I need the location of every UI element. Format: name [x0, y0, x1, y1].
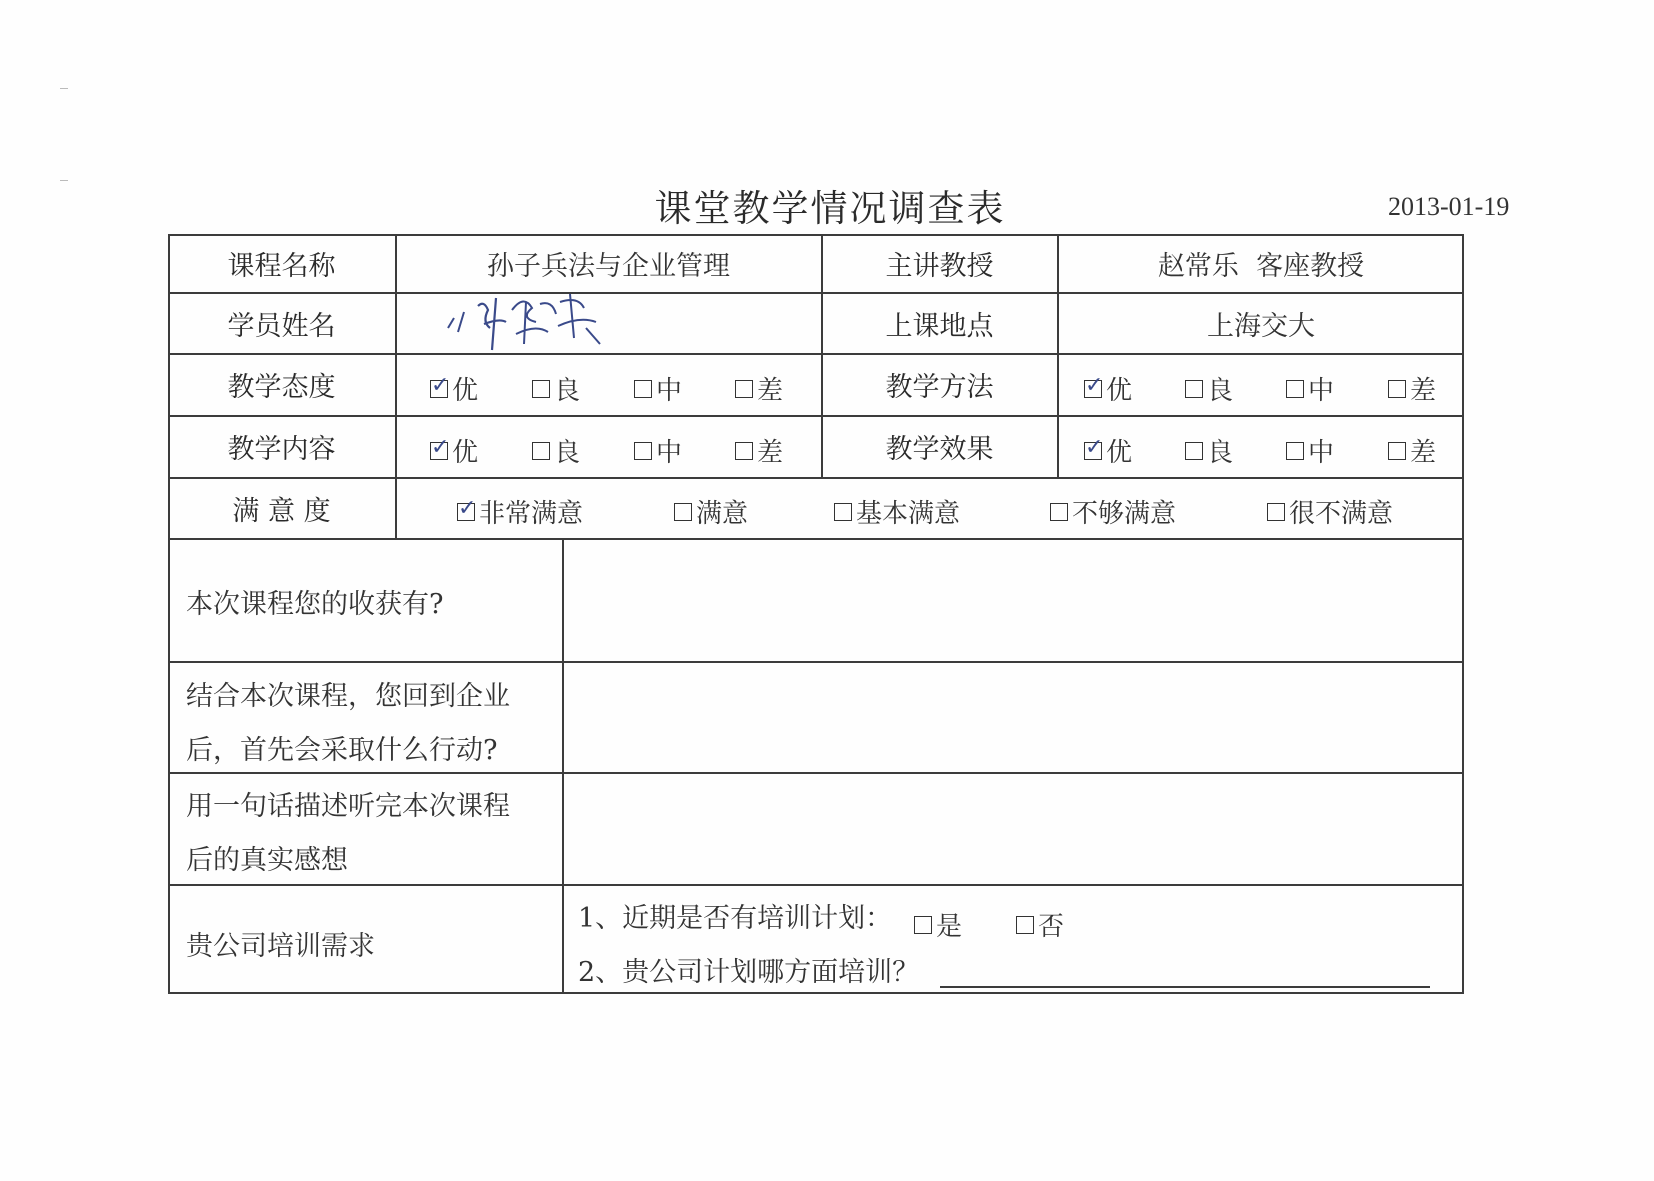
- answer-gain-field[interactable]: [564, 540, 1462, 660]
- value-location: 上海交大: [1207, 310, 1315, 342]
- checkbox-icon: [1050, 503, 1068, 521]
- satisfaction-very-dissatisfied[interactable]: 很不满意: [1267, 493, 1393, 530]
- scan-mark: [60, 180, 68, 181]
- value-course-name: 孙子兵法与企业管理: [487, 250, 730, 282]
- rating-effect-poor[interactable]: 差: [1388, 432, 1436, 469]
- checkbox-icon: [532, 380, 550, 398]
- rating-content-good[interactable]: 良: [532, 432, 580, 469]
- checkbox-icon: [634, 442, 652, 460]
- satisfaction-very-satisfied[interactable]: ✓ 非常满意: [457, 493, 583, 530]
- training-q1-no[interactable]: 否: [1016, 906, 1064, 943]
- checkbox-icon: [1388, 442, 1406, 460]
- checkbox-icon: [735, 442, 753, 460]
- satisfaction-satisfied[interactable]: 满意: [674, 493, 748, 530]
- rating-method-poor[interactable]: 差: [1388, 370, 1436, 407]
- value-professor: 赵常乐 客座教授: [1157, 250, 1365, 282]
- label-teaching-method: 教学方法: [885, 372, 994, 403]
- rating-content-average[interactable]: 中: [634, 432, 682, 469]
- checkbox-icon: [1267, 503, 1285, 521]
- label-teaching-attitude: 教学态度: [227, 372, 336, 403]
- training-q2: 2、贵公司计划哪方面培训？: [578, 957, 920, 988]
- checkbox-checked-icon: [1084, 442, 1102, 460]
- student-signature: [440, 288, 610, 358]
- training-q2-answer-line[interactable]: [940, 986, 1430, 988]
- rating-content-excellent[interactable]: ✓ 优: [430, 432, 478, 469]
- question-action-line2: 后，首先会采取什么行动?: [186, 735, 498, 766]
- checkbox-icon: [1286, 380, 1304, 398]
- label-student-name: 学员姓名: [227, 310, 336, 342]
- rating-content-poor[interactable]: 差: [735, 432, 783, 469]
- question-feeling-line2: 后的真实感想: [186, 845, 348, 876]
- checkbox-checked-icon: [430, 380, 448, 398]
- checkbox-checked-icon: [457, 503, 475, 521]
- rating-method-excellent[interactable]: ✓ 优: [1084, 370, 1132, 407]
- form-title: 课堂教学情况调查表: [654, 187, 1006, 230]
- rating-method-average[interactable]: 中: [1286, 370, 1334, 407]
- label-teaching-content: 教学内容: [227, 434, 336, 465]
- training-q1-yes[interactable]: 是: [914, 906, 962, 943]
- rating-attitude-poor[interactable]: 差: [735, 370, 783, 407]
- checkbox-icon: [834, 503, 852, 521]
- label-teaching-effect: 教学效果: [885, 434, 994, 465]
- checkbox-icon: [1016, 916, 1034, 934]
- label-satisfaction: 满 意 度: [232, 495, 331, 527]
- label-course-name: 课程名称: [227, 250, 336, 282]
- form-date: 2013-01-19: [1388, 192, 1510, 221]
- checkbox-checked-icon: [1084, 380, 1102, 398]
- rating-attitude-excellent[interactable]: ✓ 优: [430, 370, 478, 407]
- checkbox-checked-icon: [430, 442, 448, 460]
- answer-action-field[interactable]: [564, 663, 1462, 771]
- question-feeling-line1: 用一句话描述听完本次课程: [186, 791, 510, 822]
- checkbox-icon: [532, 442, 550, 460]
- question-gain: 本次课程您的收获有?: [186, 589, 444, 620]
- checkbox-icon: [1388, 380, 1406, 398]
- checkbox-icon: [674, 503, 692, 521]
- question-action-line1: 结合本次课程，您回到企业: [186, 681, 510, 712]
- rating-effect-good[interactable]: 良: [1185, 432, 1233, 469]
- checkbox-icon: [1185, 442, 1203, 460]
- label-location: 上课地点: [885, 310, 994, 342]
- label-professor: 主讲教授: [885, 250, 994, 282]
- question-training: 贵公司培训需求: [186, 931, 375, 962]
- rating-attitude-good[interactable]: 良: [532, 370, 580, 407]
- row-divider: [168, 884, 1464, 886]
- answer-feeling-field[interactable]: [564, 774, 1462, 883]
- checkbox-icon: [914, 916, 932, 934]
- checkbox-icon: [1185, 380, 1203, 398]
- satisfaction-not-satisfied[interactable]: 不够满意: [1050, 493, 1176, 530]
- rating-effect-average[interactable]: 中: [1286, 432, 1334, 469]
- rating-effect-excellent[interactable]: ✓ 优: [1084, 432, 1132, 469]
- training-q1: 1、近期是否有培训计划：: [578, 903, 893, 934]
- scan-mark: [60, 88, 68, 89]
- satisfaction-basically-satisfied[interactable]: 基本满意: [834, 493, 960, 530]
- rating-method-good[interactable]: 良: [1185, 370, 1233, 407]
- checkbox-icon: [1286, 442, 1304, 460]
- rating-attitude-average[interactable]: 中: [634, 370, 682, 407]
- checkbox-icon: [634, 380, 652, 398]
- checkbox-icon: [735, 380, 753, 398]
